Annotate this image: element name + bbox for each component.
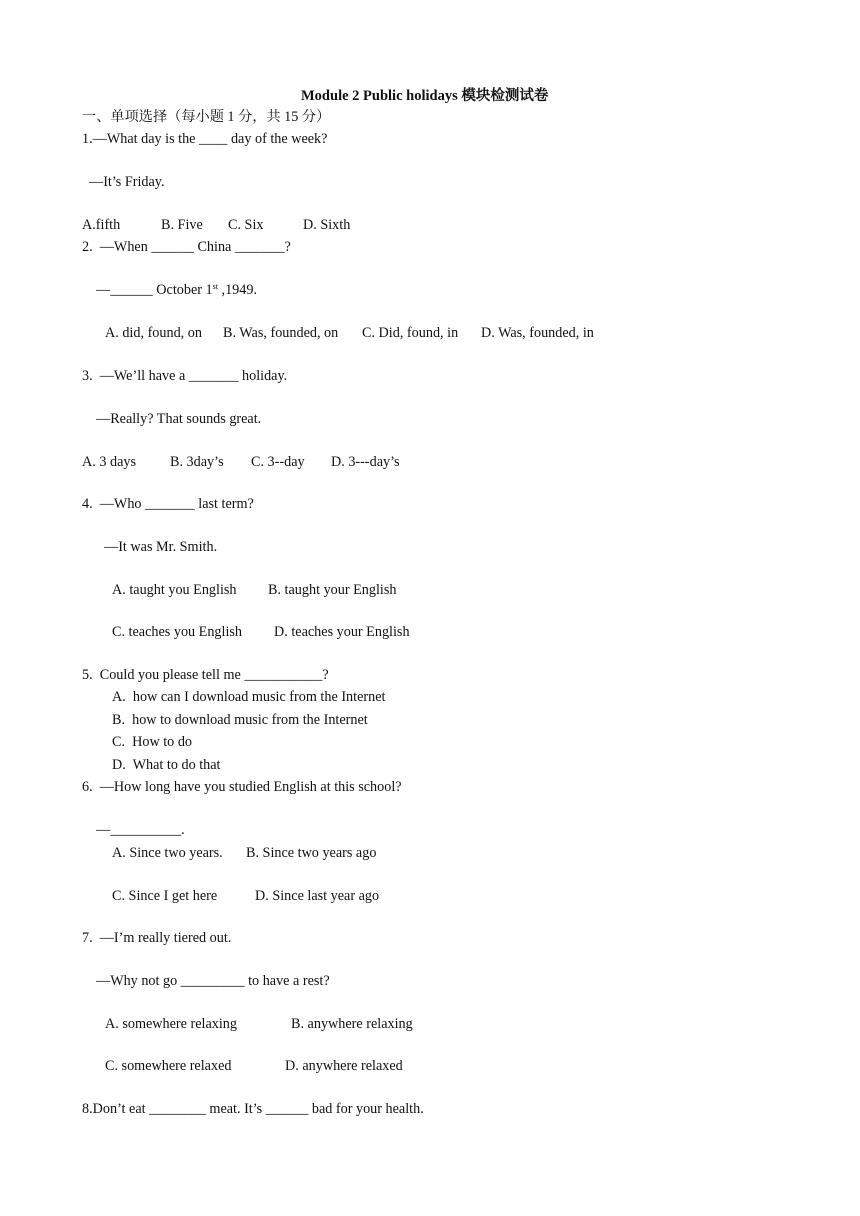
question-7-option-a: A. somewhere relaxing (105, 1016, 237, 1032)
question-7-option-d: D. anywhere relaxed (285, 1058, 403, 1074)
question-6-option-b: B. Since two years ago (246, 845, 377, 861)
section-heading: 一、单项选择（每小题 1 分，共 15 分） (82, 109, 331, 125)
question-4-option-d: D. teaches your English (274, 624, 410, 640)
question-2-option-b: B. Was, founded, on (223, 325, 339, 341)
question-7-option-c: C. somewhere relaxed (105, 1058, 232, 1074)
question-7-answer-line: —Why not go _________ to have a rest? (96, 973, 330, 989)
question-5-option-b: B. how to download music from the Internet (112, 712, 368, 728)
question-4-answer-line: —It was Mr. Smith. (104, 539, 218, 555)
question-2-answer-year: ,1949. (217, 282, 257, 298)
question-7-option-b: B. anywhere relaxing (291, 1016, 413, 1032)
question-5-option-d: D. What to do that (112, 757, 221, 773)
question-2-answer-text: —______ October 1 (96, 282, 213, 298)
question-6-stem: 6. —How long have you studied English at this school? (82, 779, 402, 795)
question-3-stem: 3. —We’ll have a _______ holiday. (82, 368, 288, 384)
question-3-option-a: A. 3 days (82, 454, 136, 470)
question-1-answer-line: —It’s Friday. (89, 174, 165, 190)
question-6-option-c: C. Since I get here (112, 888, 218, 904)
question-1-stem: 1.—What day is the ____ day of the week? (82, 131, 328, 147)
question-6-option-a: A. Since two years. (112, 845, 223, 861)
question-2-answer-ordinal: st (212, 282, 218, 291)
question-2-answer-line (96, 281, 257, 299)
question-3-option-d: D. 3---day’s (331, 454, 400, 470)
question-2-option-c: C. Did, found, in (362, 325, 459, 341)
question-6-option-d: D. Since last year ago (255, 888, 380, 904)
question-3-option-c: C. 3--day (251, 454, 305, 470)
question-2-option-a: A. did, found, on (105, 325, 202, 341)
question-4-option-a: A. taught you English (112, 582, 237, 598)
question-1-option-d: D. Sixth (303, 217, 351, 233)
question-7-stem: 7. —I’m really tiered out. (82, 930, 232, 946)
question-5-stem: 5. Could you please tell me ___________? (82, 667, 329, 683)
question-3-answer-line: —Really? That sounds great. (96, 411, 262, 427)
question-5-option-c: C. How to do (112, 734, 193, 750)
question-1-option-a: A.fifth (82, 217, 121, 233)
question-2-option-d: D. Was, founded, in (481, 325, 594, 341)
question-6-answer-line: —__________. (96, 822, 185, 838)
question-5-option-a: A. how can I download music from the Internet (112, 689, 386, 705)
question-1-option-c: C. Six (228, 217, 264, 233)
question-4-option-b: B. taught your English (268, 582, 397, 598)
question-8-stem: 8.Don’t eat ________ meat. It’s ______ bad for your health. (82, 1101, 424, 1117)
question-4-stem: 4. —Who _______ last term? (82, 496, 254, 512)
question-2-stem: 2. —When ______ China _______? (82, 239, 291, 255)
question-3-option-b: B. 3day’s (170, 454, 224, 470)
page-title: Module 2 Public holidays 模块检测试卷 (301, 88, 549, 104)
question-1-option-b: B. Five (161, 217, 203, 233)
question-4-option-c: C. teaches you English (112, 624, 243, 640)
